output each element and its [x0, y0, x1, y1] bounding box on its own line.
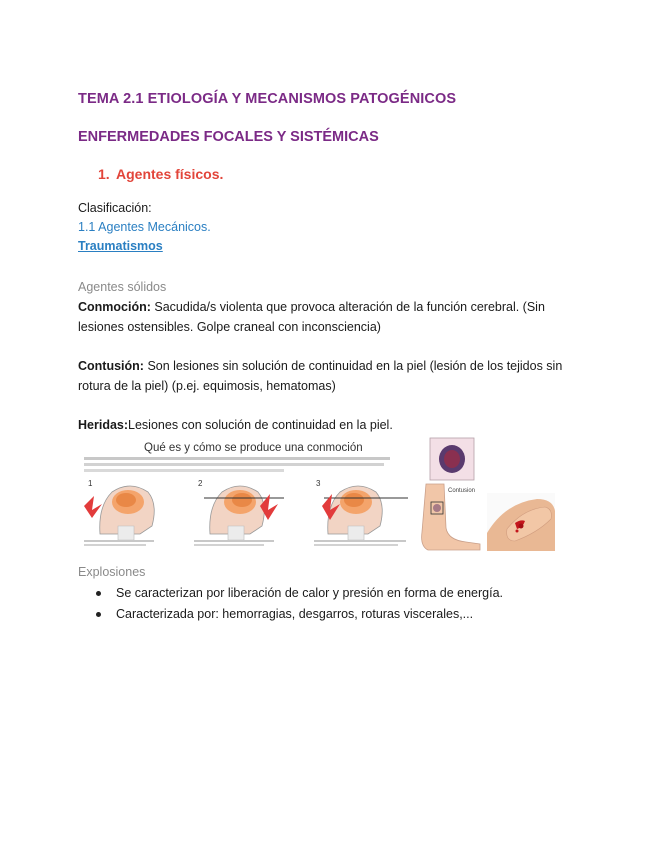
subsection-heading: 1.1 Agentes Mecánicos. [78, 220, 211, 234]
section-number: 1. [98, 166, 110, 182]
contusion-caption: Contusion [448, 488, 476, 494]
traumatismos-link[interactable]: Traumatismos [78, 239, 163, 253]
agentes-solidos-label: Agentes sólidos [78, 280, 167, 294]
explosiones-list [78, 583, 503, 625]
conmocion-term: Conmoción: [78, 300, 151, 314]
heading-enfermedades: ENFERMEDADES FOCALES Y SISTÉMICAS [78, 129, 379, 145]
section-title: Agentes físicos. [116, 166, 224, 182]
clasificacion-label: Clasificación: [78, 201, 152, 215]
list-item [78, 604, 503, 625]
heridas-paragraph [78, 415, 578, 435]
contusion-term: Contusión: [78, 359, 144, 373]
heading-tema: TEMA 2.1 ETIOLOGÍA Y MECANISMOS PATOGÉNICOS [78, 91, 457, 107]
bullet-text: Caracterizada por: hemorragias, desgarros, roturas viscerales,... [116, 607, 474, 621]
section-heading [98, 166, 223, 182]
bullet-text: Se caracterizan por liberación de calor y presión en forma de energía. [116, 586, 504, 600]
contusion-paragraph [78, 356, 578, 396]
heridas-term: Heridas: [78, 418, 129, 432]
conmocion-paragraph [78, 297, 578, 337]
conmocion-text: Sacudida/s violenta que provoca alteración de la función cerebral. (Sin lesiones ostensibles. Golpe craneal con inconsciencia) [78, 300, 545, 334]
heridas-text: Lesiones con solución de continuidad en la piel. [128, 418, 393, 432]
bullet-dot [96, 612, 101, 617]
step-3-label: 3 [316, 479, 321, 488]
step-2-label: 2 [198, 479, 203, 488]
illustration-title: Qué es y cómo se produce una conmoción [144, 442, 363, 454]
step-1-label: 1 [88, 479, 93, 488]
contusion-illustration [418, 436, 484, 552]
herida-illustration [487, 493, 555, 551]
bullet-dot [96, 591, 101, 596]
list-item [78, 583, 503, 604]
contusion-text: Son lesiones sin solución de continuidad en la piel (lesión de los tejidos sin rotura de la piel) (p.ej. equimosis, hematomas) [78, 359, 563, 393]
conmocion-illustration [78, 436, 413, 552]
explosiones-label: Explosiones [78, 565, 146, 579]
